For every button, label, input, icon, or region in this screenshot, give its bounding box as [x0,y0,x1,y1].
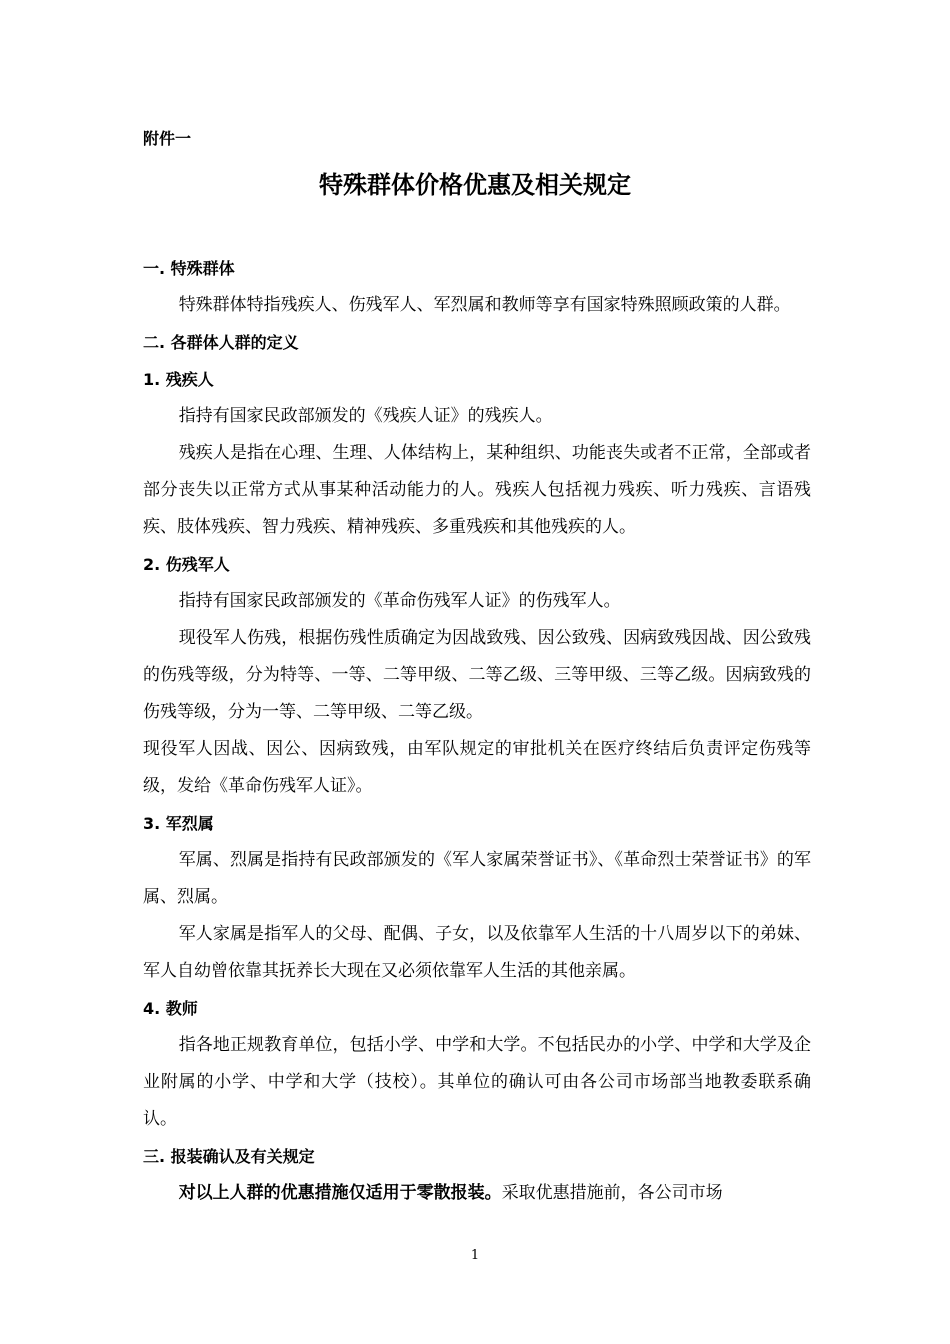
subheading-disabled-veterans: 2. 伤残军人 [143,555,230,574]
paragraph: 现役军人伤残，根据伤残性质确定为因战致残、因公致残、因病致残因战、因公致残的伤残等级，分为特等、一等、二等甲级、二等乙级、三等甲级、三等乙级。因病致残的伤残等级，分为一等、二等甲级、二等乙级。 [143,628,811,722]
paragraph: 特殊群体特指残疾人、伤残军人、军烈属和教师等享有国家特殊照顾政策的人群。 [178,295,791,315]
subheading-teachers: 4. 教师 [143,999,198,1018]
attachment-label: 附件一 [143,129,192,148]
paragraph-text: 采取优惠措施前，各公司市场 [501,1183,723,1203]
paragraph: 军人家属是指军人的父母、配偶、子女，以及依靠军人生活的十八周岁以下的弟妹、军人自幼曾依靠其抚养长大现在又必须依靠军人生活的其他亲属。 [143,924,811,981]
subheading-disabled-persons: 1. 残疾人 [143,370,214,389]
paragraph: 指持有国家民政部颁发的《革命伤残军人证》的伤残军人。 [178,591,621,611]
paragraph: 现役军人因战、因公、因病致残，由军队规定的审批机关在医疗终结后负责评定伤残等级，发给《革命伤残军人证》。 [143,739,811,796]
document-title: 特殊群体价格优惠及相关规定 [319,171,631,199]
section-heading-special-groups: 一. 特殊群体 [143,259,235,278]
paragraph [143,1175,811,1212]
section-heading-group-definitions: 二. 各群体人群的定义 [143,333,299,352]
document-body [143,250,811,1212]
paragraph: 指各地正规教育单位，包括小学、中学和大学。不包括民办的小学、中学和大学及企业附属的小学、中学和大学（技校）。其单位的确认可由各公司市场部当地教委联系确认。 [143,1035,811,1129]
emphasis-text: 对以上人群的优惠措施仅适用于零散报装。 [178,1183,502,1203]
section-heading-installation-rules: 三. 报装确认及有关规定 [143,1147,315,1166]
paragraph: 军属、烈属是指持有民政部颁发的《军人家属荣誉证书》、《革命烈士荣誉证书》的军属、烈属。 [143,850,811,907]
paragraph: 残疾人是指在心理、生理、人体结构上，某种组织、功能丧失或者不正常，全部或者部分丧失以正常方式从事某种活动能力的人。残疾人包括视力残疾、听力残疾、言语残疾、肢体残疾、智力残疾、精神残疾、多重残疾和其他残疾的人。 [143,443,811,537]
paragraph: 指持有国家民政部颁发的《残疾人证》的残疾人。 [178,406,553,426]
page-number: 1 [470,1248,480,1263]
subheading-military-families: 3. 军烈属 [143,814,214,833]
